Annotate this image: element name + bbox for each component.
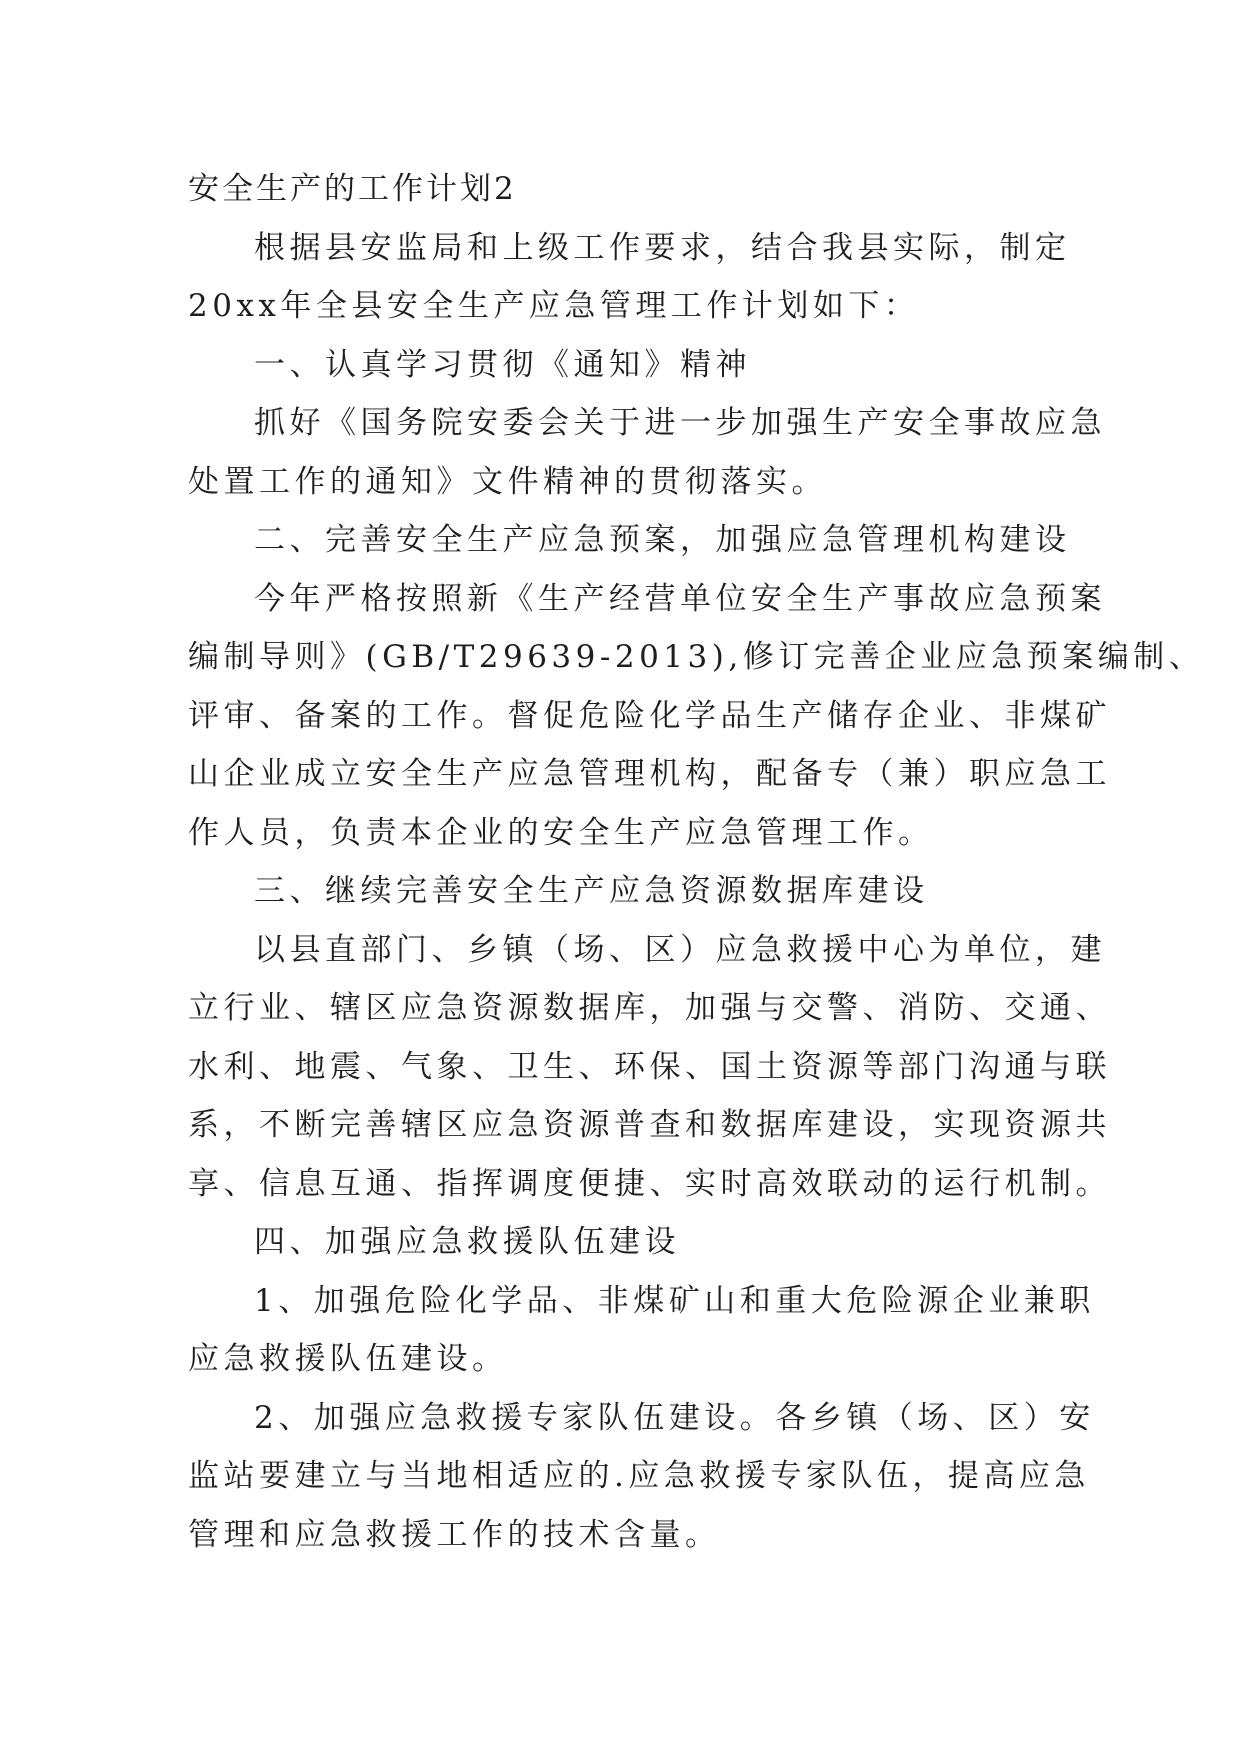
text-line: 作人员，负责本企业的安全生产应急管理工作。: [188, 814, 934, 851]
text-line: 管理和应急救援工作的技术含量。: [188, 1516, 721, 1553]
text-line: 以县直部门、乡镇（场、区）应急救援中心为单位，建: [254, 931, 1106, 968]
text-line: 处置工作的通知》文件精神的贯彻落实。: [188, 463, 827, 500]
text-line: 监站要建立与当地相适应的.应急救援专家队伍，提高应急: [188, 1458, 1090, 1494]
document-lines: [188, 219, 1205, 1565]
text-line: 评审、备案的工作。督促危险化学品生产储存企业、非煤矿: [188, 697, 1111, 734]
text-line: 四、加强应急救援队伍建设: [254, 1224, 680, 1260]
text-line: 三、继续完善安全生产应急资源数据库建设: [254, 873, 929, 909]
text-line: 享、信息互通、指挥调度便捷、实时高效联动的运行机制。: [188, 1165, 1111, 1202]
text-line: 一、认真学习贯彻《通知》精神: [254, 346, 751, 383]
text-line: 系，不断完善辖区应急资源普查和数据库建设，实现资源共: [188, 1107, 1111, 1143]
text-line: 1、加强危险化学品、非煤矿山和重大危险源企业兼职: [254, 1282, 1095, 1319]
text-line: 山企业成立安全生产应急管理机构，配备专（兼）职应急工: [188, 756, 1111, 792]
text-line: 水利、地震、气象、卫生、环保、国土资源等部门沟通与联: [188, 1048, 1111, 1085]
text-line: 20xx年全县安全生产应急管理工作计划如下：: [188, 288, 920, 324]
text-line: 立行业、辖区应急资源数据库，加强与交警、消防、交通、: [188, 990, 1111, 1026]
document-title: 安全生产的工作计划2: [188, 171, 517, 207]
text-line: 今年严格按照新《生产经营单位安全生产事故应急预案: [254, 580, 1106, 617]
text-line: 应急救援队伍建设。: [188, 1341, 508, 1377]
text-line: 2、加强应急救援专家队伍建设。各乡镇（场、区）安: [254, 1399, 1095, 1436]
text-line: 抓好《国务院安委会关于进一步加强生产安全事故应急: [254, 405, 1106, 441]
document-body: [188, 160, 1205, 1564]
text-line: 根据县安监局和上级工作要求，结合我县实际，制定: [254, 229, 1071, 266]
text-line: 编制导则》(GB/T29639-2013),修订完善企业应急预案编制、: [188, 639, 1205, 675]
text-line: 二、完善安全生产应急预案，加强应急管理机构建设: [254, 522, 1071, 558]
